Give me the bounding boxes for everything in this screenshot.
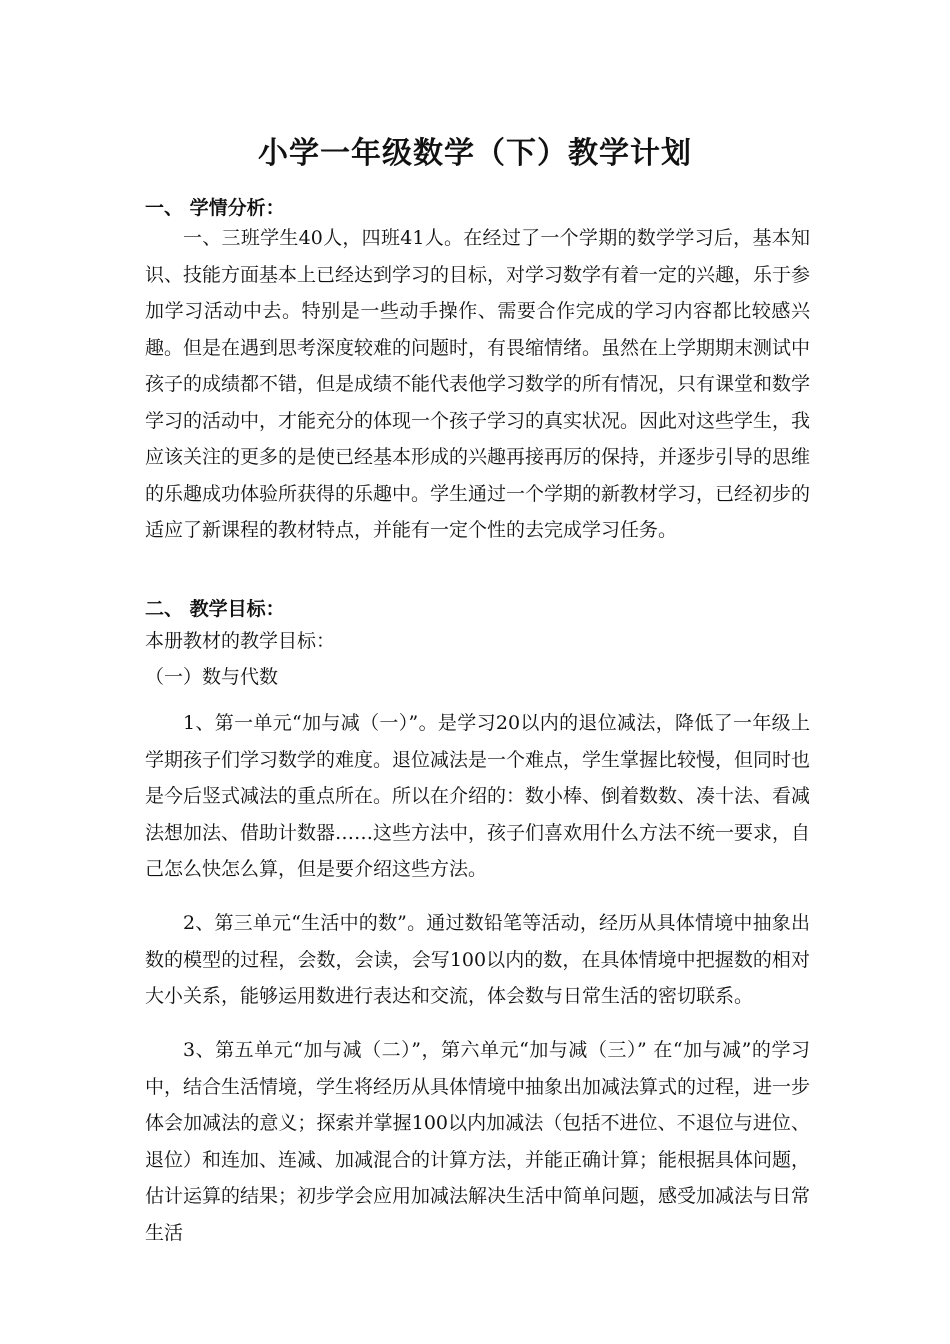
section-heading-goals: 二、 教学目标： <box>145 598 285 620</box>
goal-item-unit5-6: 3、第五单元“加与减（二）”，第六单元“加与减（三）” 在“加与减”的学习中，结合生活情境，学生将经历从具体情境中抽象出加减法算式的过程，进一步体会加减法的意义；探索并掌握100以内加减法（包括不进位、不退位与进位、退位）和连加、连减、加减混合的计算方法，并能正确计算；能根据具体问题，估计运算的结果；初步学会应用加减法解决生活中简单问题，感受加减法与日常生活 <box>145 1039 811 1244</box>
section-heading-analysis: 一、 学情分析： <box>145 197 285 219</box>
analysis-paragraph: 一、三班学生40人，四班41人。在经过了一个学期的数学学习后，基本知识、技能方面基本上已经达到学习的目标，对学习数学有着一定的兴趣，乐于参加学习活动中去。特别是一些动手操作、需要合作完成的学习内容都比较感兴趣。但是在遇到思考深度较难的问题时，有畏缩情绪。虽然在上学期期末测试中孩子的成绩都不错，但是成绩不能代表他学习数学的所有情况，只有课堂和数学学习的活动中，才能充分的体现一个孩子学习的真实状况。因此对这些学生，我应该关注的更多的是使已经基本形成的兴趣再接再厉的保持，并逐步引导的思维的乐趣成功体验所获得的乐趣中。学生通过一个学期的新教材学习，已经初步的适应了新课程的教材特点，并能有一定个性的去完成学习任务。 <box>145 227 811 541</box>
page-title: 小学一年级数学（下）教学计划 <box>258 136 692 171</box>
goals-subheading-number-algebra: （一）数与代数 <box>145 666 279 688</box>
goal-item-unit3: 2、第三单元“生活中的数”。通过数铅笔等活动，经历从具体情境中抽象出数的模型的过程，会数，会读，会写100以内的数，在具体情境中把握数的相对大小关系，能够运用数进行表达和交流，体会数与日常生活的密切联系。 <box>145 912 810 1007</box>
goals-intro: 本册教材的教学目标： <box>145 630 336 652</box>
goal-item-unit1: 1、第一单元“加与减（一）”。是学习20以内的退位减法，降低了一年级上学期孩子们学习数学的难度。退位减法是一个难点，学生掌握比较慢，但同时也是今后竖式减法的重点所在。所以在介绍的：数小棒、倒着数数、凑十法、看减法想加法、借助计数器……这些方法中，孩子们喜欢用什么方法不统一要求，自己怎么快怎么算，但是要介绍这些方法。 <box>145 712 811 880</box>
